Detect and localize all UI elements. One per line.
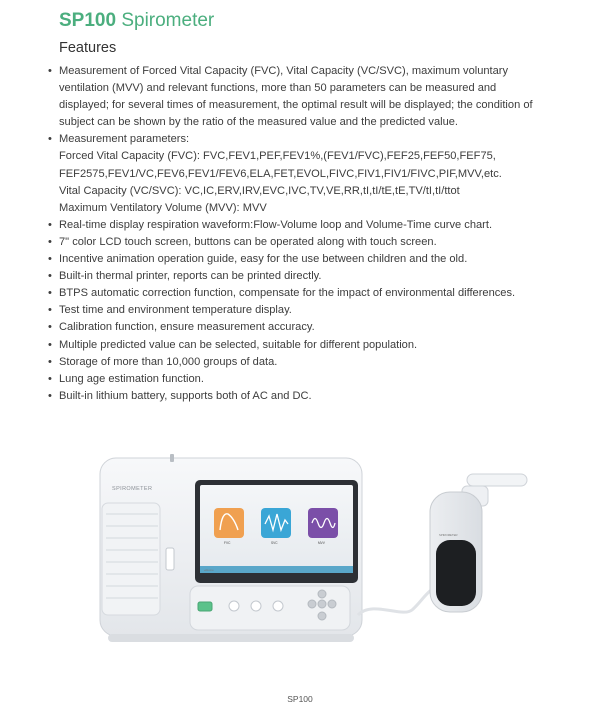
function-button-2: [251, 601, 261, 611]
list-item: • Measurement of Forced Vital Capacity (FVC), Vital Capacity (VC/SVC), maximum voluntary ventilation (MVV) and relevant functions, more than 50 parameters can be measured and displayed; for several times of measurement, the optimal result will be displayed; the condition of subject can be shown by the ratio of the measured value and the predicted value.: [48, 63, 548, 131]
power-button: [198, 602, 212, 611]
screen-statusbar: [200, 566, 353, 573]
list-item: • Real-time display respiration waveform:Flow-Volume loop and Volume-Time curve chart.: [48, 217, 548, 234]
antenna: [170, 454, 174, 462]
side-latch: [166, 548, 174, 570]
parameters-fvc-line2: FEF2575,FEV1/VC,FEV6,FEV1/FEV6,ELA,FET,EVOL,FIVC,FIV1,FIV1/FIVC,PIF,MVV,etc.: [59, 167, 502, 180]
function-button-3: [273, 601, 283, 611]
function-button-1: [229, 601, 239, 611]
product-name: Spirometer: [121, 10, 215, 31]
sensor-label: SPIROMETER: [439, 533, 458, 537]
screen-status-left: ◂ Home: [204, 568, 214, 572]
list-item: • 7" color LCD touch screen, buttons can be operated along with touch screen.: [48, 234, 548, 251]
list-item: • Calibration function, ensure measurement accuracy.: [48, 319, 548, 336]
figure-caption: SP100: [287, 694, 313, 704]
parameters-vc: Vital Capacity (VC/SVC): VC,IC,ERV,IRV,EVC,IVC,TV,VE,RR,tI,tI/tE,tE,TV/tI,tI/ttot: [59, 184, 460, 197]
list-item: • Multiple predicted value can be selected, suitable for different population.: [48, 337, 548, 354]
list-item-parameters: [48, 131, 548, 216]
list-item: • Storage of more than 10,000 groups of data.: [48, 354, 548, 371]
svc-icon-label: SVC: [271, 541, 278, 545]
page-title: [59, 9, 214, 33]
list-item: • Test time and environment temperature display.: [48, 302, 548, 319]
parameters-heading: • Measurement parameters:: [59, 133, 190, 146]
mvv-icon-label: MVV: [318, 541, 325, 545]
mouthpiece-tube: [467, 474, 527, 486]
list-item: • Built-in thermal printer, reports can be printed directly.: [48, 268, 548, 285]
parameters-fvc-line1: Forced Vital Capacity (FVC): FVC,FEV1,PEF,FEV1%,(FEV1/FVC),FEF25,FEF50,FEF75,: [59, 150, 496, 163]
fvc-icon-label: FVC: [224, 541, 231, 545]
list-item: • Incentive animation operation guide, easy for the use between children and the old.: [48, 251, 548, 268]
spirometer-device-illustration: [72, 440, 542, 670]
list-item: • Lung age estimation function.: [48, 371, 548, 388]
brand-label: SPIROMETER: [112, 486, 153, 492]
features-list: [48, 63, 548, 405]
features-heading: Features: [59, 40, 117, 56]
list-item: • BTPS automatic correction function, compensate for the impact of environmental differences.: [48, 285, 548, 302]
device-base: [108, 634, 354, 642]
list-item: • Built-in lithium battery, supports both of AC and DC.: [48, 388, 548, 405]
sensor-panel: [436, 540, 476, 606]
fvc-icon: [214, 508, 244, 538]
parameters-mvv: Maximum Ventilatory Volume (MVV): MVV: [59, 201, 267, 214]
model-name: SP100: [59, 10, 117, 31]
